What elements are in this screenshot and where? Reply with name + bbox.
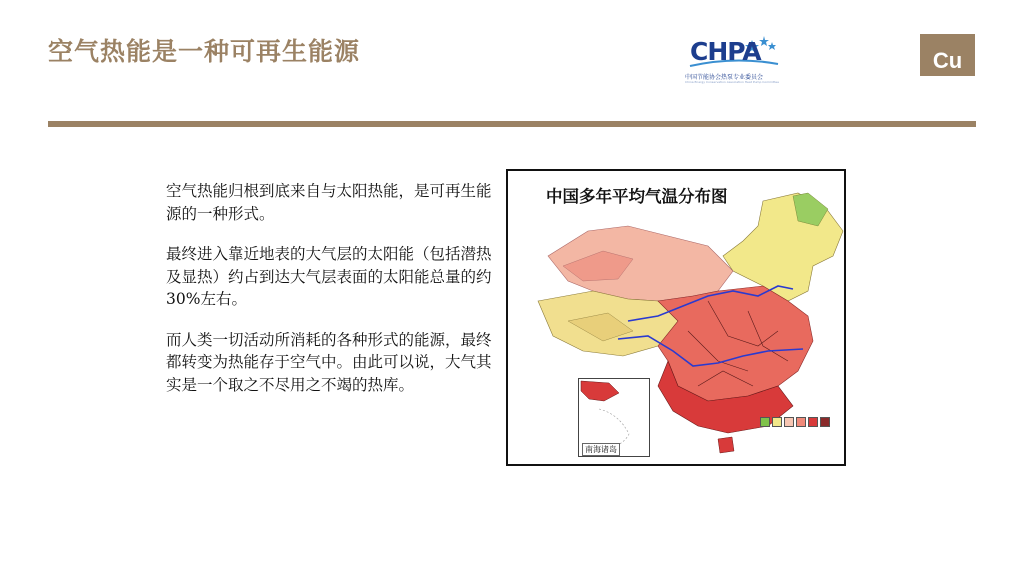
- logo-text: CHPA: [690, 37, 761, 66]
- corner-badge: Cu: [920, 34, 975, 76]
- paragraph-3: 而人类一切活动所消耗的各种形式的能源，最终都转变为热能存于空气中。由此可以说，大气其实是一个取之不尽用之不竭的热库。: [166, 330, 492, 394]
- map-legend: [760, 417, 830, 427]
- legend-swatch-3: [784, 417, 794, 427]
- chpa-logo: [684, 34, 784, 84]
- logo-subtitle-en: China Energy Conservation Association Heat Pump Committee: [685, 80, 779, 84]
- page-title: 空气热能是一种可再生能源: [48, 37, 361, 66]
- inset-label: 南海诸岛: [582, 443, 620, 456]
- header-divider: [48, 121, 976, 127]
- temperature-map-figure: [506, 169, 846, 466]
- paragraph-2: 最终进入靠近地表的大气层的太阳能（包括潜热及显热）约占到达大气层表面的太阳能总量的约30%左右。: [166, 245, 492, 308]
- paragraph-1: 空气热能归根到底来自与太阳热能，是可再生能源的一种形式。: [166, 182, 492, 223]
- legend-swatch-5: [808, 417, 818, 427]
- body-text: [166, 180, 506, 414]
- legend-swatch-1: [760, 417, 770, 427]
- legend-swatch-6: [820, 417, 830, 427]
- legend-swatch-4: [796, 417, 806, 427]
- legend-swatch-2: [772, 417, 782, 427]
- logo-subtitle: 中国节能协会热泵专业委员会: [685, 74, 764, 81]
- map-title: 中国多年平均气温分布图: [546, 187, 728, 206]
